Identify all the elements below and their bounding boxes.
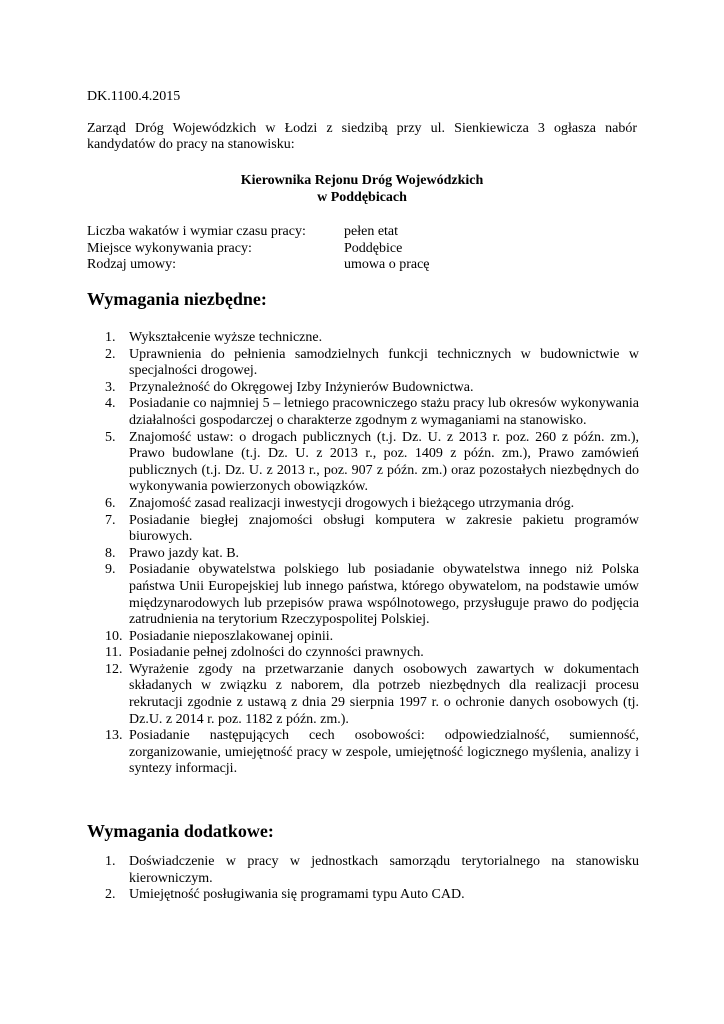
item-text: Znajomość ustaw: o drogach publicznych (t.j. Dz. U. z 2013 r. poz. 260 z późn. zm.), Prawo budowlane (t.j. Dz. U. z 2013 r., poz. 1409 z późn. zm.), Prawo zamówień publicznych (t.j. Dz. U. z 2013 r., poz. 907 z późn. zm.) oraz pozostałych niezbędnych do wykonywania powierzonych obowiązków. bbox=[129, 429, 639, 495]
list-item bbox=[87, 662, 639, 728]
item-number: 11. bbox=[105, 645, 122, 661]
list-item bbox=[87, 396, 639, 429]
item-number: 5. bbox=[105, 429, 116, 445]
position-title bbox=[87, 172, 637, 206]
item-text: Wykształcenie wyższe techniczne. bbox=[129, 330, 323, 345]
list-item bbox=[87, 645, 639, 662]
info-label: Miejsce wykonywania pracy: bbox=[87, 240, 252, 256]
item-text: Uprawnienia do pełnienia samodzielnych funkcji technicznych w budownictwie w specjalności drogowej. bbox=[129, 346, 639, 379]
item-text: Przynależność do Okręgowej Izby Inżynierów Budownictwa. bbox=[129, 379, 474, 395]
item-number: 7. bbox=[105, 512, 116, 528]
list-item bbox=[87, 380, 639, 397]
item-number: 9. bbox=[105, 562, 116, 578]
position-title-line2: w Poddębicach bbox=[317, 190, 407, 205]
item-text: Posiadanie obywatelstwa polskiego lub posiadanie obywatelstwa innego niż Polska państwa Unii Europejskiej lub innego państwa, którego obywatelom, na podstawie umów międzynarodowych lub przepisów prawa wspólnotowego, przysługuje prawo do podjęcia zatrudnienia na terytorium Rzeczypospolitej Polskiej. bbox=[129, 562, 639, 628]
list-item bbox=[87, 887, 639, 904]
additional-list bbox=[87, 854, 639, 904]
item-number: 1. bbox=[105, 854, 116, 869]
item-number: 8. bbox=[105, 545, 116, 561]
info-value: pełen etat bbox=[344, 224, 399, 239]
item-text: Posiadanie co najmniej 5 – letniego pracowniczego stażu pracy lub okresów wykonywania działalności gospodarczej o charakterze zgodnym z wymaganiami na stanowisko. bbox=[129, 396, 639, 428]
list-item bbox=[87, 546, 639, 563]
list-item bbox=[87, 629, 639, 646]
item-text: Posiadanie nieposzlakowanej opinii. bbox=[129, 628, 334, 644]
item-text: Wyrażenie zgody na przetwarzanie danych osobowych zawartych w dokumentach składanych w związku z naborem, dla potrzeb niezbędnych dla realizacji procesu rekrutacji zgodnie z ustawą z dnia 29 sierpnia 1997 r. o ochronie danych osobowych (tj. Dz.U. z 2014 r. poz. 1182 z późn. zm.). bbox=[129, 661, 639, 727]
list-item bbox=[87, 728, 639, 778]
item-number: 1. bbox=[105, 330, 116, 345]
info-value: Poddębice bbox=[344, 240, 403, 256]
list-item bbox=[87, 562, 639, 628]
item-number: 10. bbox=[105, 628, 123, 644]
list-item bbox=[87, 854, 639, 887]
item-number: 12. bbox=[105, 661, 123, 677]
document-reference: DK.1100.4.2015 bbox=[87, 89, 181, 104]
list-item bbox=[87, 513, 639, 546]
item-text: Posiadanie pełnej zdolności do czynności prawnych. bbox=[129, 645, 424, 661]
info-label: Liczba wakatów i wymiar czasu pracy: bbox=[87, 224, 306, 239]
info-row bbox=[87, 257, 637, 274]
required-list bbox=[87, 330, 639, 778]
list-item bbox=[87, 430, 639, 496]
item-text: Prawo jazdy kat. B. bbox=[129, 545, 240, 561]
additional-heading: Wymagania dodatkowe: bbox=[87, 821, 274, 841]
item-number: 13. bbox=[105, 728, 123, 744]
item-text: Doświadczenie w pracy w jednostkach samorządu terytorialnego na stanowisku kierowniczym. bbox=[129, 854, 639, 886]
info-row bbox=[87, 224, 637, 241]
required-heading: Wymagania niezbędne: bbox=[87, 289, 267, 309]
info-row bbox=[87, 241, 637, 258]
item-number: 2. bbox=[105, 887, 116, 903]
item-number: 6. bbox=[105, 495, 116, 511]
list-item bbox=[87, 496, 639, 513]
list-item bbox=[87, 347, 639, 380]
info-value: umowa o pracę bbox=[344, 257, 430, 272]
item-number: 3. bbox=[105, 379, 116, 395]
list-item bbox=[87, 330, 639, 347]
item-number: 2. bbox=[105, 346, 116, 362]
position-title-line1: Kierownika Rejonu Dróg Wojewódzkich bbox=[240, 173, 484, 188]
item-text: Umiejętność posługiwania się programami typu Auto CAD. bbox=[129, 887, 465, 903]
item-text: Posiadanie biegłej znajomości obsługi komputera w zakresie pakietu programów biurowych. bbox=[129, 512, 639, 545]
info-label: Rodzaj umowy: bbox=[87, 257, 177, 272]
item-text: Znajomość zasad realizacji inwestycji drogowych i bieżącego utrzymania dróg. bbox=[129, 495, 575, 511]
item-text: Posiadanie następujących cech osobowości: odpowiedzialność, sumienność, zorganizowanie, umiejętność pracy w zespole, umiejętność logicznego myślenia, analizy i syntezy informacji. bbox=[129, 728, 639, 777]
job-info bbox=[87, 224, 637, 274]
intro-paragraph: Zarząd Dróg Wojewódzkich w Łodzi z siedzibą przy ul. Sienkiewicza 3 ogłasza nabór kandydatów do pracy na stanowisku: bbox=[87, 121, 637, 152]
item-number: 4. bbox=[105, 396, 116, 412]
